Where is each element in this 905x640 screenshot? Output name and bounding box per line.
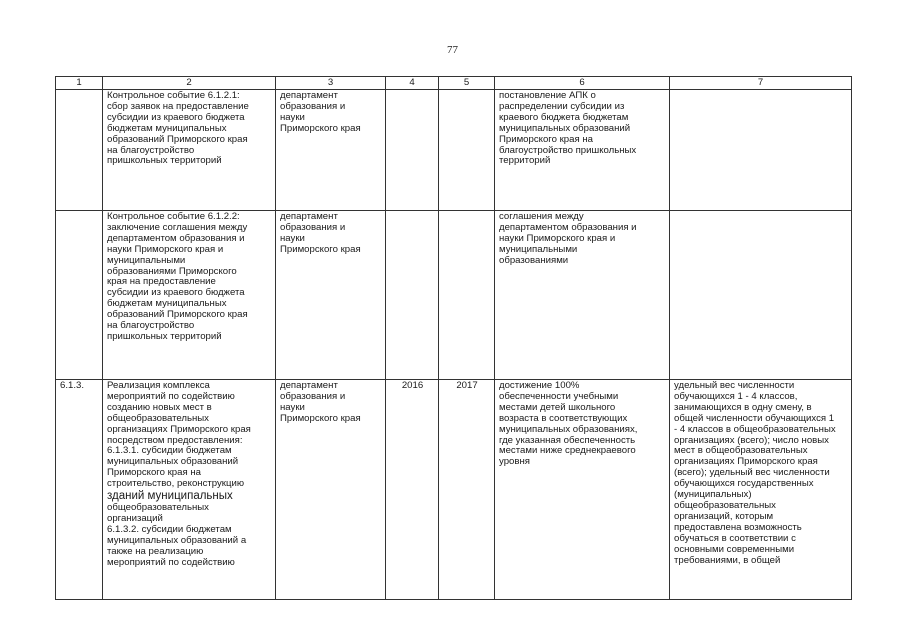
cell-end-year <box>439 90 495 211</box>
table-row <box>56 380 852 600</box>
header-row <box>56 77 852 90</box>
cell-executor: департамент образования и науки Приморского края <box>276 380 386 600</box>
header-col-5: 5 <box>439 77 495 90</box>
cell-end-year: 2017 <box>439 380 495 600</box>
cell-number <box>56 211 103 380</box>
cell-event-name: Контрольное событие 6.1.2.1: сбор заявок на предоставление субсидии из краевого бюджета бюджетам муниципальных образований Приморского края на благоустройство пришкольных территорий <box>103 90 276 211</box>
cell-number: 6.1.3. <box>56 380 103 600</box>
event-name-part-b: зданий муниципальных <box>107 490 233 503</box>
cell-indicator <box>670 211 852 380</box>
event-name-part-c: общеобразовательных организаций 6.1.3.2. субсидии бюджетам муниципальных образований а также на реализацию мероприятий по содействию <box>107 501 247 568</box>
header-col-7: 7 <box>670 77 852 90</box>
cell-result: достижение 100% обеспеченности учебными местами детей школьного возраста в соответствующих муниципальных образованиях, где указанная обеспеченность местами ниже среднекраевого уровня <box>495 380 670 600</box>
cell-start-year <box>386 90 439 211</box>
table-row <box>56 211 852 380</box>
header-col-4: 4 <box>386 77 439 90</box>
cell-executor: департамент образования и науки Приморского края <box>276 90 386 211</box>
cell-start-year: 2016 <box>386 380 439 600</box>
cell-start-year <box>386 211 439 380</box>
table-row <box>56 90 852 211</box>
cell-indicator: удельный вес численности обучающихся 1 - 4 классов, занимающихся в одну смену, в общей численности обучающихся 1 - 4 классов в общеобразовательных организациях (всего); число новых мест в общеобразовательных организациях Приморского края (всего); удельный вес численности обучающихся государственных (муниципальных) общеобразовательных организаций, которым предоставлена возможность обучаться в соответствии с основными современными требованиями, в общей <box>670 380 852 600</box>
cell-result: соглашения между департаментом образования и науки Приморского края и муниципальными образованиями <box>495 211 670 380</box>
event-name-part-a: Реализация комплекса мероприятий по содействию созданию новых мест в общеобразовательных организациях Приморского края посредством предоставления: 6.1.3.1. субсидии бюджетам муниципальных образований Приморского края на строительство, реконструкцию <box>107 380 251 490</box>
header-col-6: 6 <box>495 77 670 90</box>
page-number: 77 <box>447 44 458 56</box>
cell-executor: департамент образования и науки Приморского края <box>276 211 386 380</box>
header-col-2: 2 <box>103 77 276 90</box>
cell-event-name <box>103 380 276 600</box>
cell-number <box>56 90 103 211</box>
cell-indicator <box>670 90 852 211</box>
cell-result: постановление АПК о распределении субсидии из краевого бюджета бюджетам муниципальных образований Приморского края на благоустройство пришкольных территорий <box>495 90 670 211</box>
cell-end-year <box>439 211 495 380</box>
header-col-3: 3 <box>276 77 386 90</box>
plan-table <box>55 76 852 600</box>
cell-event-name: Контрольное событие 6.1.2.2: заключение соглашения между департаментом образования и науки Приморского края и муниципальными образованиями Приморского края на предоставление субсидии из краевого бюджета бюджетам муниципальных образований Приморского края на благоустройство пришкольных территорий <box>103 211 276 380</box>
header-col-1: 1 <box>56 77 103 90</box>
